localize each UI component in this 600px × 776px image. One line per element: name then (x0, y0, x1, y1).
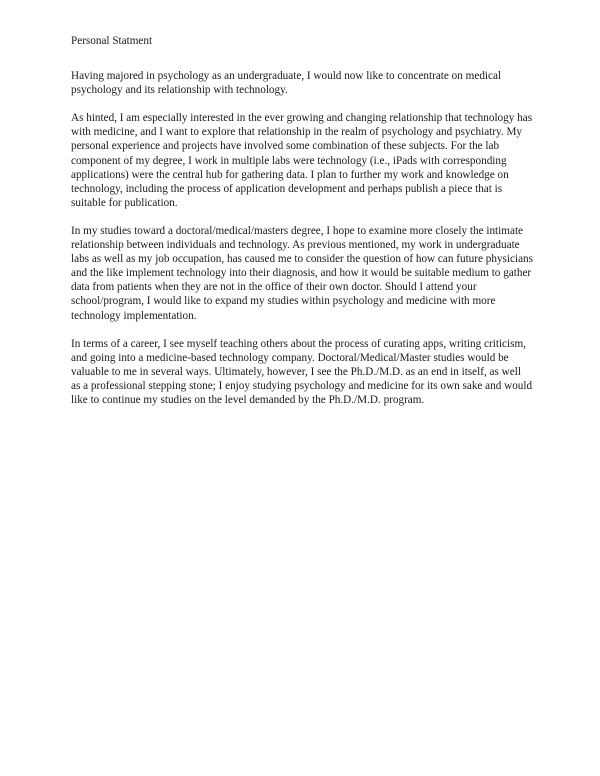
document-title: Personal Statment (71, 35, 153, 47)
document-body (71, 34, 533, 421)
paragraph-2: As hinted, I am especially interested in the ever growing and changing relationship that technology has with medicine, and I want to explore that relationship in the realm of psychology and psychiatry. My personal experience and projects have involved some combination of these subjects. For the lab component of my degree, I work in multiple labs were technology (i.e., iPads with corresponding applications) were the central hub for gathering data. I plan to further my work and knowledge on technology, including the process of application development and perhaps publish a piece that is suitable for publication. (71, 112, 533, 209)
paragraph-3: In my studies toward a doctoral/medical/masters degree, I hope to examine more closely the intimate relationship between individuals and technology. As previous mentioned, my work in undergraduate labs as well as my job occupation, has caused me to consider the question of how can future physicians and the like implement technology into their diagnosis, and how it would be suitable medium to gather data from patients when they are not in the office of their own doctor. Should I attend your school/program, I would like to expand my studies within psychology and medicine with more technology implementation. (71, 224, 533, 322)
paragraph-4: In terms of a career, I see myself teaching others about the process of curating apps, writing criticism, and going into a medicine-based technology company. Doctoral/Medical/Master studies would be valuable to me in several ways. Ultimately, however, I see the Ph.D./M.D. as an end in itself, as well as a professional stepping stone; I enjoy studying psychology and medicine for its own sake and would like to continue my studies on the level demanded by the Ph.D./M.D. program. (71, 337, 533, 406)
paragraph-1: Having majored in psychology as an undergraduate, I would now like to concentrate on medical psychology and its relationship with technology. (71, 70, 502, 97)
